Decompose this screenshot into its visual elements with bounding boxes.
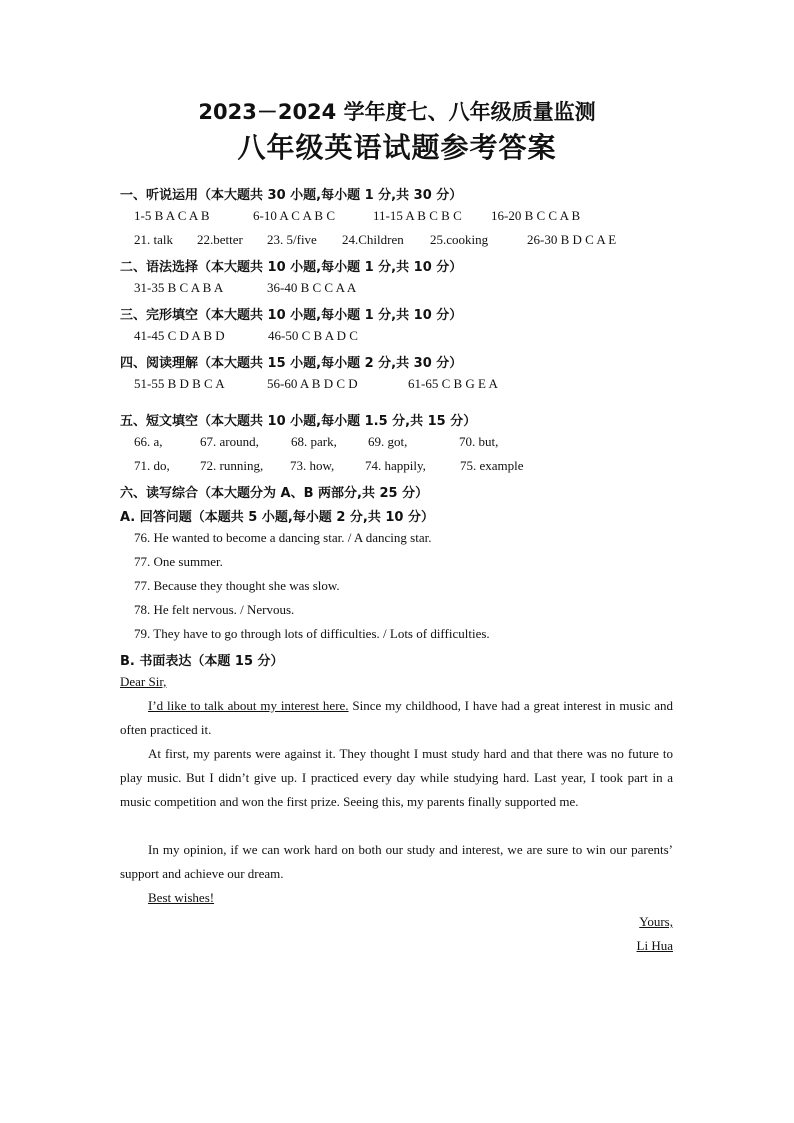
answer-group: 6-10 A C A B C — [253, 208, 335, 223]
answer-key-title: 八年级英语试题参考答案 — [237, 131, 557, 164]
answer-item: 24.Children — [342, 232, 404, 247]
letter-paragraph-3: In my opinion, if we can work hard on both our study and interest, we are sure to win our parents’ support and achieve our dream. — [120, 842, 673, 881]
answer-sentence: 77. One summer. — [134, 554, 223, 569]
letter-yours: Yours, — [639, 914, 673, 929]
answer-sentence: 79. They have to go through lots of difficulties. / Lots of difficulties. — [134, 626, 490, 641]
answer-item: 74. happily, — [365, 458, 426, 473]
answer-item: 75. example — [460, 458, 524, 473]
part-a-heading: A. 回答问题（本题共 5 小题,每小题 2 分,共 10 分） — [120, 510, 434, 525]
answer-item: 22.better — [197, 232, 243, 247]
answer-group: 36-40 B C C A A — [267, 280, 357, 295]
answer-item: 69. got, — [368, 434, 408, 449]
answer-group: 46-50 C B A D C — [268, 328, 358, 343]
exam-year-title: 2023－2024 学年度七、八年级质量监测 — [198, 100, 596, 124]
answer-sentence: 76. He wanted to become a dancing star. / A dancing star. — [134, 530, 432, 545]
answer-group: 16-20 B C C A B — [491, 208, 581, 223]
answer-item: 23. 5/five — [267, 232, 317, 247]
answer-sentence: 78. He felt nervous. / Nervous. — [134, 602, 295, 617]
letter-closing: Best wishes! — [148, 890, 215, 905]
letter-paragraph-2: At first, my parents were against it. They thought I must study hard and that there was no future to play music. But I didn’t give up. I practiced every day while studying hard. Last year, I took part in a music competition and won the first prize. Seeing this, my parents finally supported me. — [120, 746, 673, 809]
answer-group: 41-45 C D A B D — [134, 328, 225, 343]
section-5-heading: 五、短文填空（本大题共 10 小题,每小题 1.5 分,共 15 分） — [120, 414, 477, 429]
letter-signature-name: Li Hua — [636, 938, 673, 953]
answer-item: 66. a, — [134, 434, 163, 449]
answer-group: 11-15 A B C B C — [373, 208, 462, 223]
letter-paragraph-1 — [120, 694, 673, 742]
answer-item: 70. but, — [459, 434, 499, 449]
answer-item: 21. talk — [134, 232, 173, 247]
letter-paragraph-1-rest: Since my childhood, I have had a great interest in music and often practiced it. — [120, 698, 673, 737]
letter-opening-sentence: I’d like to talk about my interest here. — [148, 698, 349, 713]
answer-group: 61-65 C B G E A — [408, 376, 498, 391]
answer-group: 56-60 A B D C D — [267, 376, 358, 391]
answer-item: 67. around, — [200, 434, 259, 449]
answer-item: 25.cooking — [430, 232, 489, 247]
answer-item: 73. how, — [290, 458, 335, 473]
answer-item: 68. park, — [291, 434, 337, 449]
section-6-heading: 六、读写综合（本大题分为 A、B 两部分,共 25 分） — [120, 486, 429, 501]
section-1-heading: 一、听说运用（本大题共 30 小题,每小题 1 分,共 30 分） — [120, 188, 463, 203]
part-b-heading: B. 书面表达（本题 15 分） — [120, 654, 284, 669]
section-4-heading: 四、阅读理解（本大题共 15 小题,每小题 2 分,共 30 分） — [120, 356, 463, 371]
answer-group: 31-35 B C A B A — [134, 280, 224, 295]
answer-group: 26-30 B D C A E — [527, 232, 617, 247]
letter-salutation: Dear Sir, — [120, 674, 167, 689]
answer-group: 1-5 B A C A B — [134, 208, 210, 223]
answer-sentence: 77. Because they thought she was slow. — [134, 578, 340, 593]
answer-item: 72. running, — [200, 458, 264, 473]
section-2-heading: 二、语法选择（本大题共 10 小题,每小题 1 分,共 10 分） — [120, 260, 463, 275]
section-3-heading: 三、完形填空（本大题共 10 小题,每小题 1 分,共 10 分） — [120, 308, 463, 323]
answer-item: 71. do, — [134, 458, 170, 473]
answer-group: 51-55 B D B C A — [134, 376, 225, 391]
